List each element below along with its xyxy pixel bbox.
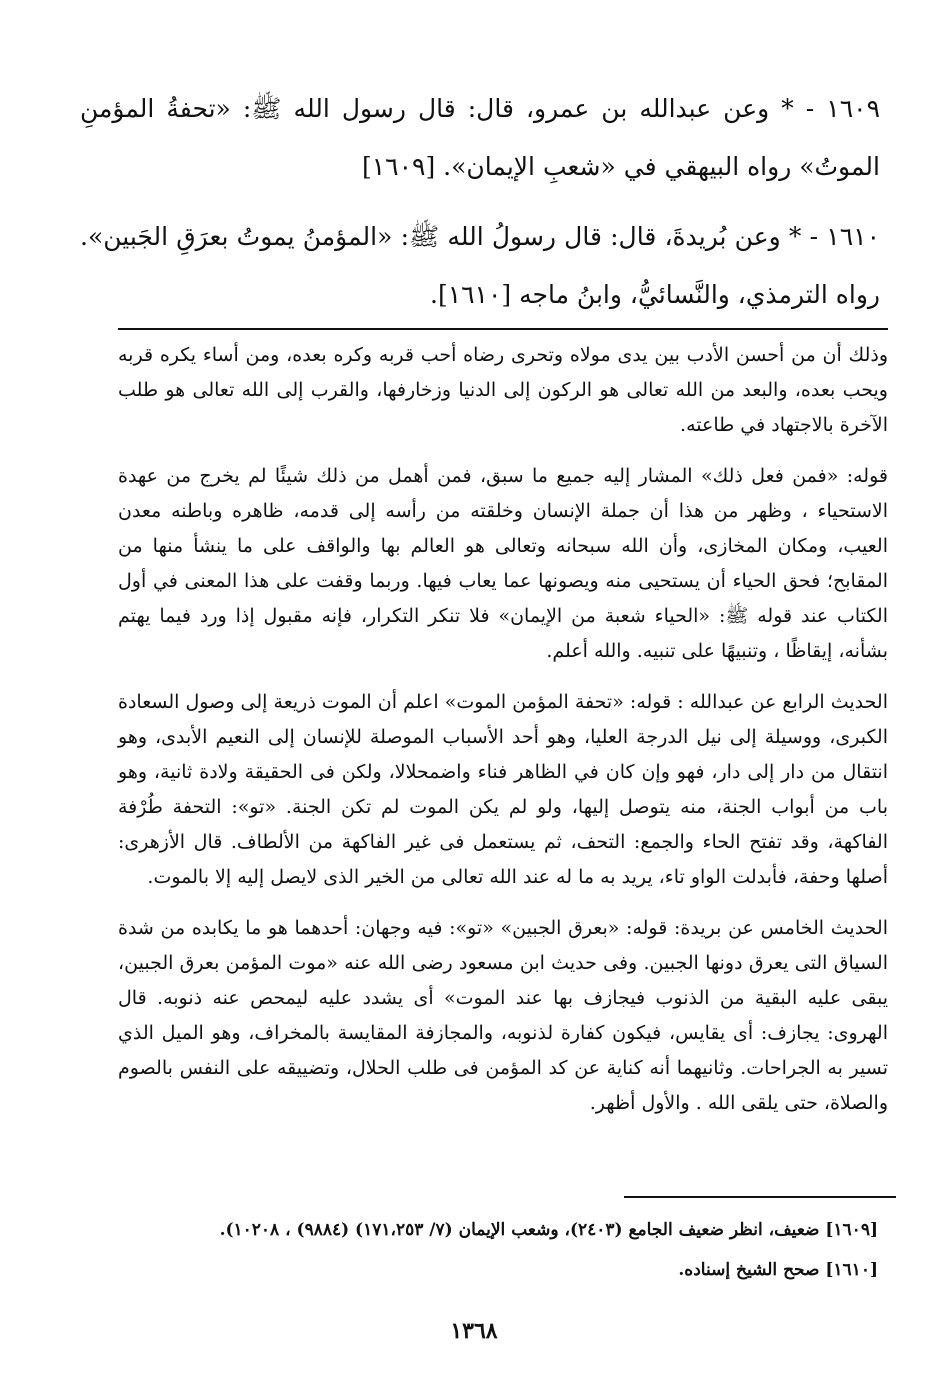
footnote-divider: [624, 1196, 896, 1198]
main-divider: [118, 328, 888, 330]
footnote-1609: [١٦٠٩] ضعيف، انظر ضعيف الجامع (٢٤٠٣)، وشعب الإيمان (٧/ ١٧١،٢٥٣) (٩٨٨٤) ، ١٠٢٠٨).: [219, 1220, 878, 1240]
commentary-paragraph: وذلك أن من أحسن الأدب بين يدى مولاه وتحرى رضاه أحب قربه وكره بعده، ومن أساء يكره قربه ويحب بعده، والبعد من الله تعالى هو الركون إلى الدنيا وزخارفها، والقرب إلى الله تعالى هو طلب الآخرة بالاجتهاد في طاعته.: [118, 344, 888, 436]
commentary-paragraph: قوله: «فمن فعل ذلك» المشار إليه جميع ما سبق، فمن أهمل من ذلك شيئًا لم يخرج من عهدة الاستحياء ، وظهر من هذا أن جملة الإنسان وخلقته من رأسه إلى قدمه، ظاهره وباطنه معدن العيب، ومكان المخازى، وأن الله سبحانه وتعالى هو العالم بها والواقف على ما ينشأ منها من المقابح؛ فحق الحياء أن يستحيى منه ويصونها عما يعاب فيها. وربما وقفت على هذا المعنى في أول الكتاب عند قوله ﷺ: «الحياء شعبة من الإيمان» فلا تنكر التكرار، فإنه مقبول إذا ورد فيما يهتم بشأنه، إيقاظًا ، وتنبيهًا على تنبيه. والله أعلم.: [118, 465, 888, 662]
hadith-1610: ١٦١٠ - * وعن بُريدةَ، قال: قال رسولُ الله ﷺ: «المؤمنُ يموتُ بعرَقِ الجَبين». رواه الترمذي، والنَّسائيُّ، وابنُ ماجه [١٦١٠].: [80, 222, 880, 309]
commentary-paragraph: الحديث الخامس عن بريدة: قوله: «بعرق الجبين» «تو»: فيه وجهان: أحدهما هو ما يكابده من شدة السياق التى يعرق دونها الجبين. وفى حديث ابن مسعود رضى الله عنه «موت المؤمن بعرق الجبين، يبقى عليه البقية من الذنوب فيجازف بها عند الموت» أى يشدد عليه ليمحص عنه ذنوبه. قال الهروى: يجازف: أى يقايس، فيكون كفارة لذنوبه، والمجازفة المقايسة بالمخراف، وهو الميل الذي تسير به الجراحات. وثانيهما أنه كناية عن كد المؤمن فى طلب الحلال، وتضييقه على النفس بالصوم والصلاة، حتى يلقى الله . والأول أظهر.: [118, 917, 888, 1114]
footnotes-section: [98, 1210, 878, 1290]
commentary-section: [118, 338, 888, 1137]
footnote-1610: [١٦١٠] صحح الشيخ إسناده.: [678, 1260, 878, 1280]
commentary-paragraph: الحديث الرابع عن عبدالله : قوله: «تحفة المؤمن الموت» اعلم أن الموت ذريعة إلى وصول السعادة الكبرى، ووسيلة إلى نيل الدرجة العليا، وهو أحد الأسباب الموصلة للإنسان إلى النعيم الأبدى، وهو انتقال من دار إلى دار، فهو وإن كان في الظاهر فناء واضمحلالا، ولكن فى الحقيقة ولادة ثانية، وهو باب من أبواب الجنة، منه يتوصل إليها، ولو لم يكن الموت لم تكن الجنة. «تو»: التحفة طُرْفة الفاكهة، وقد تفتح الحاء والجمع: التحف، ثم يستعمل فى غير الفاكهة من الألطاف. قال الأزهرى: أصلها وحفة، فأبدلت الواو تاء، يريد به ما له عند الله تعالى من الخير الذى لايصل إليه إلا بالموت.: [118, 691, 889, 888]
page-number: ١٣٦٨: [450, 1318, 498, 1344]
hadith-1609: ١٦٠٩ - * وعن عبدالله بن عمرو، قال: قال رسول الله ﷺ: «تحفةُ المؤمنِ الموتُ» رواه البيهقي في «شعبِ الإيمان». [١٦٠٩]: [80, 94, 880, 181]
